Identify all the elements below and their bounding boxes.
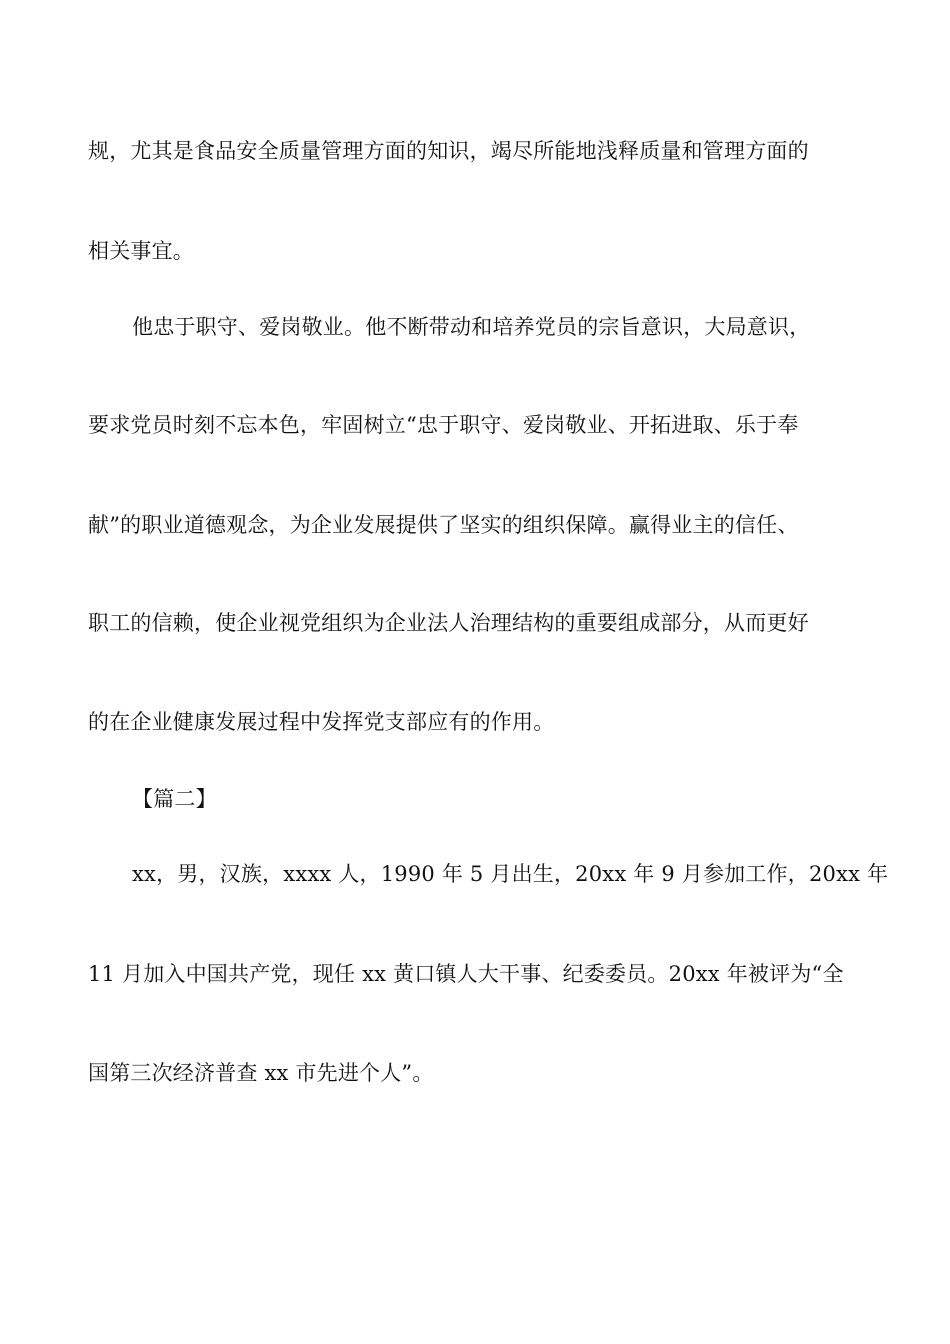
paragraph-line-5: 献”的职业道德观念，为企业发展提供了坚实的组织保障。赢得业主的信任、 (88, 513, 799, 537)
paragraph-line-9: 11 月加入中国共产党，现任 xx 黄口镇人大干事、纪委委员。20xx 年被评为“全 (88, 962, 844, 986)
paragraph-line-1: 规，尤其是食品安全质量管理方面的知识，竭尽所能地浅释质量和管理方面的 (88, 139, 809, 163)
paragraph-line-4: 要求党员时刻不忘本色，牢固树立“忠于职守、爱岗敬业、开拓进取、乐于奉 (88, 413, 799, 437)
section-heading: 【篇二】 (132, 787, 217, 811)
paragraph-line-2: 相关事宜。 (88, 239, 194, 263)
paragraph-line-8: xx，男，汉族，xxxx 人，1990 年 5 月出生，20xx 年 9 月参加工作，20xx 年 (132, 862, 889, 886)
paragraph-line-10: 国第三次经济普查 xx 市先进个人”。 (88, 1061, 434, 1085)
paragraph-line-6: 职工的信赖，使企业视党组织为企业法人治理结构的重要组成部分，从而更好 (88, 611, 809, 635)
paragraph-line-7: 的在企业健康发展过程中发挥党支部应有的作用。 (88, 710, 555, 734)
paragraph-line-3: 他忠于职守、爱岗敬业。他不断带动和培养党员的宗旨意识，大局意识， (132, 315, 811, 339)
